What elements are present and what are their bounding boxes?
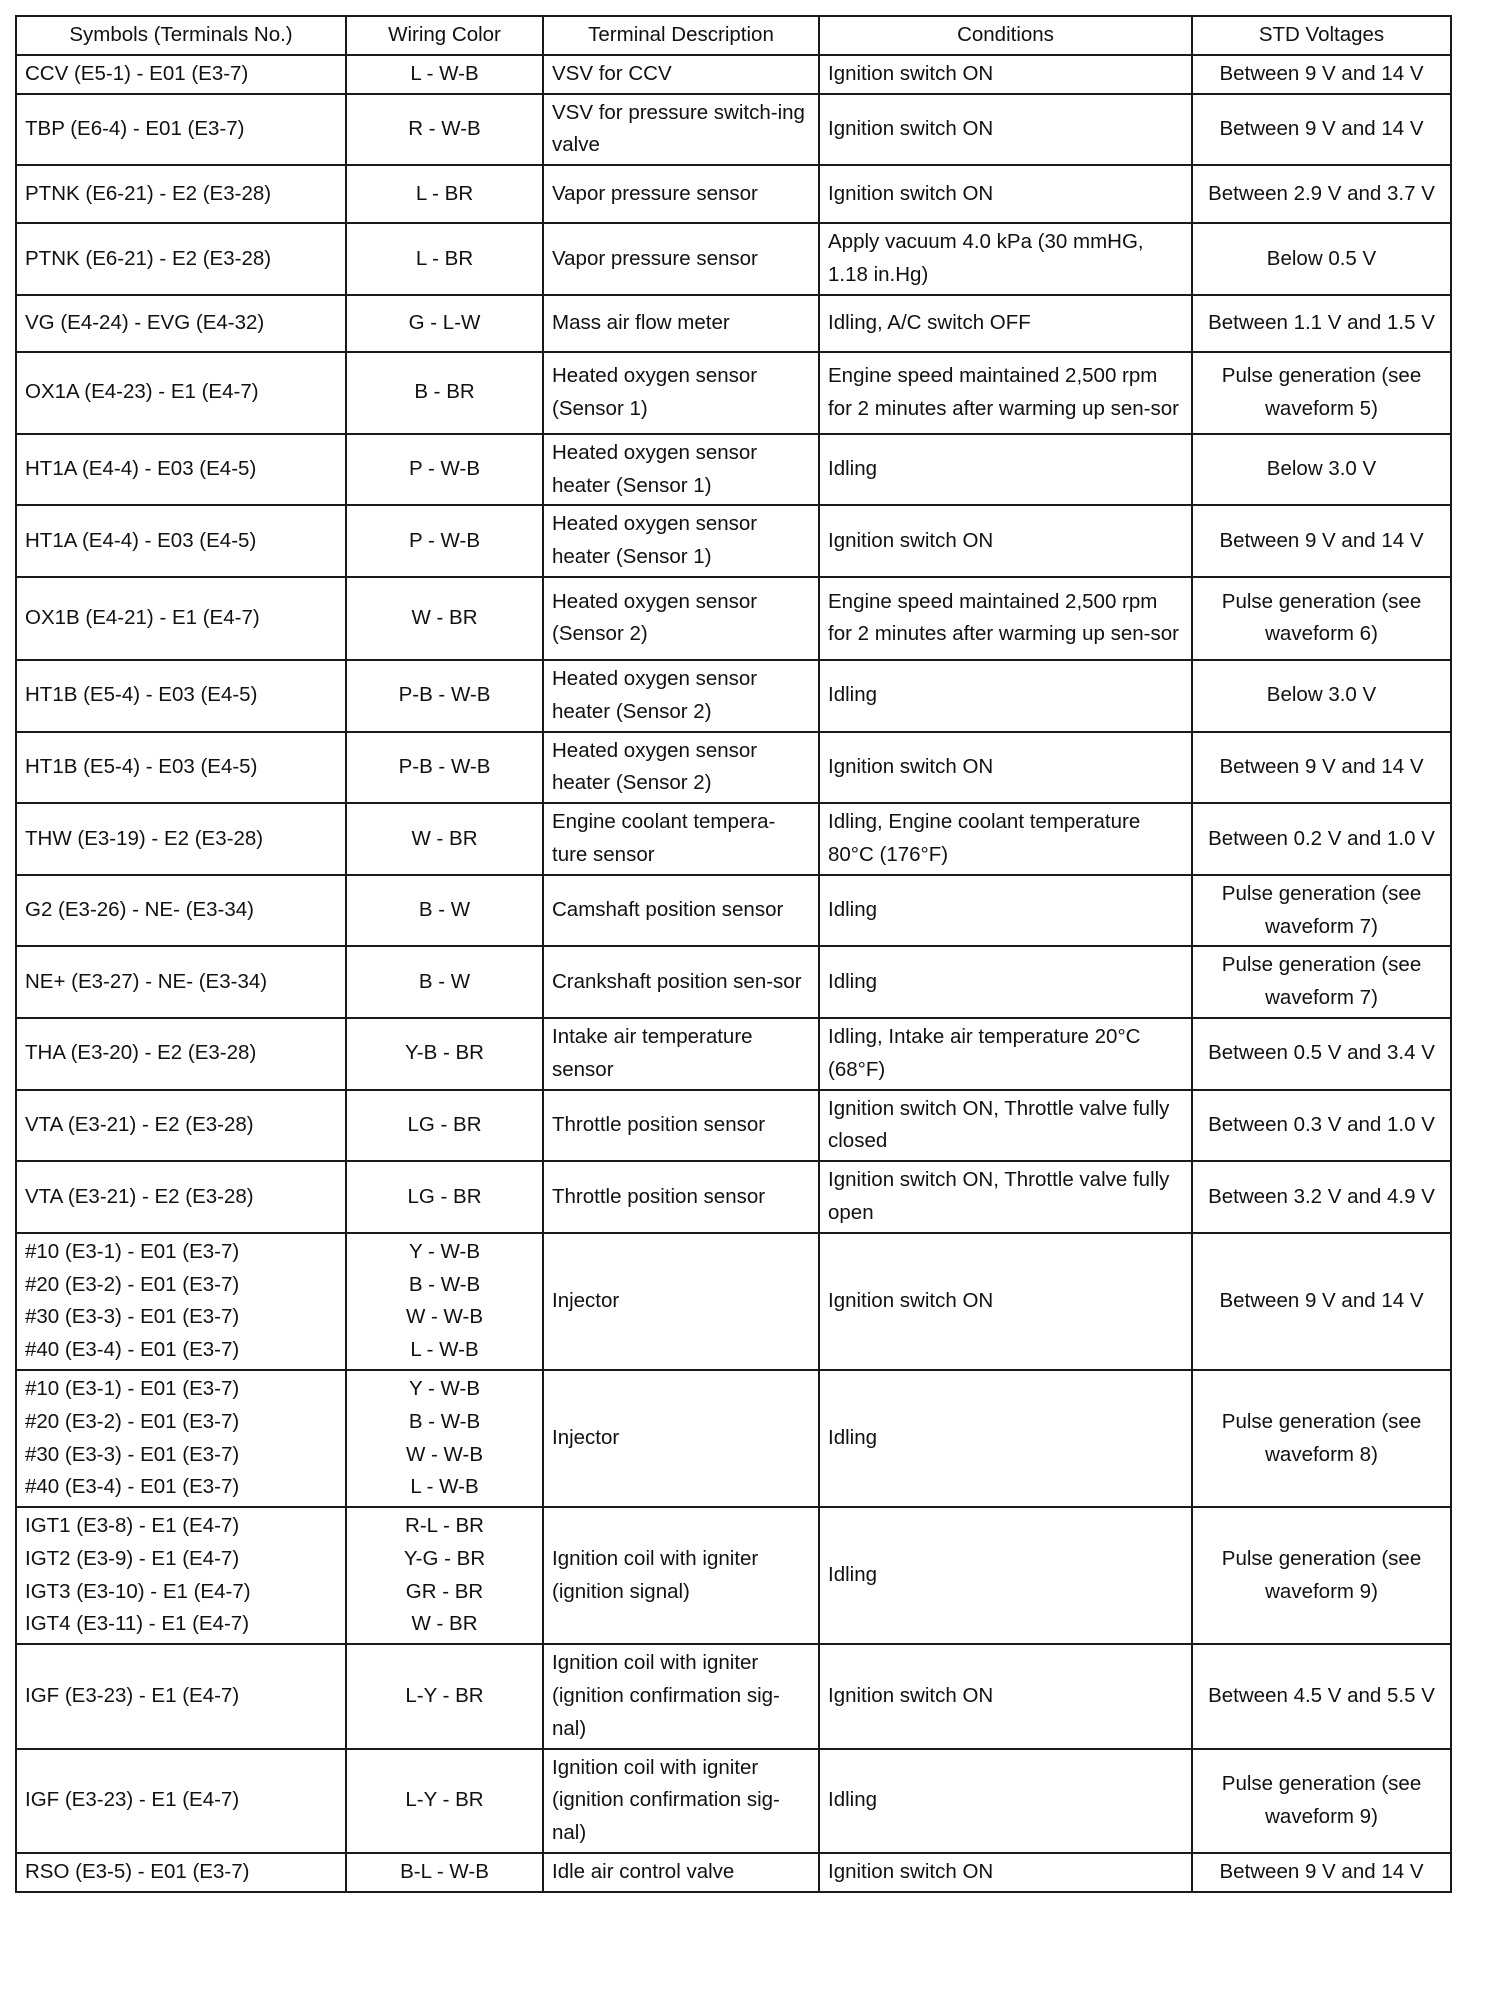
table-row xyxy=(16,803,1451,875)
cell-conditions: Ignition switch ON xyxy=(819,505,1192,577)
cell-symbols xyxy=(16,1749,346,1853)
symbol-text: #20 (E3-2) - E01 (E3-7) xyxy=(25,1409,240,1433)
cell-wiring-color xyxy=(346,295,543,352)
cell-symbols xyxy=(16,1233,346,1370)
cell-conditions: Idling xyxy=(819,875,1192,947)
symbol-text: OX1B (E4-21) - E1 (E4-7) xyxy=(25,606,260,630)
cell-std-voltage: Between 2.9 V and 3.7 V xyxy=(1192,165,1451,223)
wiring-text: W - BR xyxy=(411,606,478,630)
cell-wiring-color xyxy=(346,1507,543,1644)
cell-wiring-color xyxy=(346,223,543,295)
table-row xyxy=(16,660,1451,732)
table-row xyxy=(16,1853,1451,1892)
cell-symbols xyxy=(16,434,346,506)
wiring-text: B - W xyxy=(418,969,471,993)
header-symbols: Symbols (Terminals No.) xyxy=(16,16,346,55)
cell-std-voltage: Between 0.3 V and 1.0 V xyxy=(1192,1090,1451,1162)
wiring-text: B - W-B xyxy=(408,1409,481,1433)
symbol-text: NE+ (E3-27) - NE- (E3-34) xyxy=(25,969,268,993)
symbol-text: #20 (E3-2) - E01 (E3-7) xyxy=(25,1272,240,1296)
wiring-text: B - BR xyxy=(414,380,475,404)
cell-terminal-description: Vapor pressure sensor xyxy=(543,223,819,295)
cell-wiring-color xyxy=(346,803,543,875)
symbol-text: IGF (E3-23) - E1 (E4-7) xyxy=(25,1684,240,1708)
cell-wiring-color xyxy=(346,577,543,660)
cell-symbols xyxy=(16,946,346,1018)
symbol-text: IGF (E3-23) - E1 (E4-7) xyxy=(25,1788,240,1812)
cell-wiring-color xyxy=(346,1161,543,1233)
cell-terminal-description: Camshaft position sensor xyxy=(543,875,819,947)
cell-conditions: Ignition switch ON xyxy=(819,732,1192,804)
cell-symbols xyxy=(16,1018,346,1090)
cell-wiring-color xyxy=(346,1090,543,1162)
cell-conditions: Ignition switch ON xyxy=(819,55,1192,94)
cell-std-voltage: Between 9 V and 14 V xyxy=(1192,1853,1451,1892)
symbol-text: VTA (E3-21) - E2 (E3-28) xyxy=(25,1112,254,1136)
cell-terminal-description: Injector xyxy=(543,1233,819,1370)
table-row xyxy=(16,1090,1451,1162)
header-terminal-description: Terminal Description xyxy=(543,16,819,55)
symbol-text: IGT3 (E3-10) - E1 (E4-7) xyxy=(25,1579,251,1603)
cell-wiring-color xyxy=(346,875,543,947)
cell-wiring-color xyxy=(346,732,543,804)
cell-terminal-description: Intake air temperature sensor xyxy=(543,1018,819,1090)
cell-conditions: Idling xyxy=(819,1507,1192,1644)
table-row xyxy=(16,1749,1451,1853)
cell-std-voltage: Between 9 V and 14 V xyxy=(1192,1233,1451,1370)
cell-symbols xyxy=(16,223,346,295)
cell-wiring-color xyxy=(346,55,543,94)
symbol-text: PTNK (E6-21) - E2 (E3-28) xyxy=(25,181,272,205)
cell-terminal-description: Ignition coil with igniter (ignition signal) xyxy=(543,1507,819,1644)
wiring-text: P-B - W-B xyxy=(398,754,491,778)
cell-conditions: Ignition switch ON, Throttle valve fully open xyxy=(819,1161,1192,1233)
table-header-row xyxy=(16,16,1451,55)
cell-conditions: Idling, Intake air temperature 20°C (68°F) xyxy=(819,1018,1192,1090)
cell-wiring-color xyxy=(346,1644,543,1748)
cell-conditions: Idling, A/C switch OFF xyxy=(819,295,1192,352)
cell-wiring-color xyxy=(346,1018,543,1090)
cell-symbols xyxy=(16,1090,346,1162)
cell-symbols xyxy=(16,1161,346,1233)
table-row xyxy=(16,505,1451,577)
wiring-text: L-Y - BR xyxy=(405,1684,484,1708)
cell-symbols xyxy=(16,352,346,434)
cell-symbols xyxy=(16,165,346,223)
wiring-text: R - W-B xyxy=(408,116,481,140)
cell-std-voltage: Below 0.5 V xyxy=(1192,223,1451,295)
table-row xyxy=(16,732,1451,804)
wiring-text: Y-G - BR xyxy=(403,1546,486,1570)
cell-symbols xyxy=(16,732,346,804)
cell-std-voltage: Pulse generation (see waveform 7) xyxy=(1192,946,1451,1018)
cell-std-voltage: Between 4.5 V and 5.5 V xyxy=(1192,1644,1451,1748)
wiring-text: B - W-B xyxy=(408,1272,481,1296)
cell-std-voltage: Below 3.0 V xyxy=(1192,434,1451,506)
cell-wiring-color xyxy=(346,505,543,577)
wiring-text: W - BR xyxy=(411,826,478,850)
cell-terminal-description: VSV for pressure switch-ing valve xyxy=(543,94,819,166)
symbol-text: CCV (E5-1) - E01 (E3-7) xyxy=(25,61,249,85)
cell-conditions: Ignition switch ON xyxy=(819,1644,1192,1748)
cell-conditions: Idling xyxy=(819,1370,1192,1507)
cell-symbols xyxy=(16,660,346,732)
symbol-text: #10 (E3-1) - E01 (E3-7) xyxy=(25,1376,240,1400)
symbol-text: OX1A (E4-23) - E1 (E4-7) xyxy=(25,380,259,404)
cell-wiring-color xyxy=(346,165,543,223)
cell-std-voltage: Between 0.5 V and 3.4 V xyxy=(1192,1018,1451,1090)
symbol-text: HT1B (E5-4) - E03 (E4-5) xyxy=(25,754,258,778)
cell-std-voltage: Between 0.2 V and 1.0 V xyxy=(1192,803,1451,875)
table-row xyxy=(16,1507,1451,1644)
wiring-text: Y - W-B xyxy=(409,1376,480,1400)
cell-wiring-color xyxy=(346,434,543,506)
cell-std-voltage: Pulse generation (see waveform 9) xyxy=(1192,1507,1451,1644)
cell-std-voltage: Pulse generation (see waveform 7) xyxy=(1192,875,1451,947)
symbol-text: #40 (E3-4) - E01 (E3-7) xyxy=(25,1338,240,1362)
cell-conditions: Ignition switch ON, Throttle valve fully closed xyxy=(819,1090,1192,1162)
table-row xyxy=(16,295,1451,352)
wiring-text: P - W-B xyxy=(409,457,480,481)
cell-conditions: Apply vacuum 4.0 kPa (30 mmHG, 1.18 in.Hg) xyxy=(819,223,1192,295)
cell-terminal-description: Heated oxygen sensor heater (Sensor 2) xyxy=(543,660,819,732)
cell-conditions: Idling xyxy=(819,660,1192,732)
cell-conditions: Idling xyxy=(819,946,1192,1018)
ecm-terminal-table xyxy=(15,15,1452,1893)
table-row xyxy=(16,1233,1451,1370)
symbol-text: THW (E3-19) - E2 (E3-28) xyxy=(25,826,264,850)
wiring-text: Y-B - BR xyxy=(405,1041,484,1065)
wiring-text: P-B - W-B xyxy=(398,683,491,707)
wiring-text: R-L - BR xyxy=(405,1514,484,1538)
symbol-text: IGT2 (E3-9) - E1 (E4-7) xyxy=(25,1546,240,1570)
table-row xyxy=(16,946,1451,1018)
table-row xyxy=(16,1370,1451,1507)
cell-terminal-description: Crankshaft position sen-sor xyxy=(543,946,819,1018)
symbol-text: VG (E4-24) - EVG (E4-32) xyxy=(25,310,265,334)
symbol-text: THA (E3-20) - E2 (E3-28) xyxy=(25,1041,257,1065)
cell-std-voltage: Between 9 V and 14 V xyxy=(1192,55,1451,94)
cell-std-voltage: Between 9 V and 14 V xyxy=(1192,505,1451,577)
cell-wiring-color xyxy=(346,660,543,732)
symbol-text: TBP (E6-4) - E01 (E3-7) xyxy=(25,116,245,140)
symbol-text: IGT1 (E3-8) - E1 (E4-7) xyxy=(25,1514,240,1538)
cell-std-voltage: Pulse generation (see waveform 9) xyxy=(1192,1749,1451,1853)
cell-symbols xyxy=(16,1370,346,1507)
cell-conditions: Idling, Engine coolant temperature 80°C (176°F) xyxy=(819,803,1192,875)
cell-symbols xyxy=(16,577,346,660)
cell-conditions: Engine speed maintained 2,500 rpm for 2 minutes after warming up sen-sor xyxy=(819,577,1192,660)
cell-terminal-description: Ignition coil with igniter (ignition confirmation sig-nal) xyxy=(543,1749,819,1853)
cell-terminal-description: Throttle position sensor xyxy=(543,1161,819,1233)
cell-std-voltage: Between 9 V and 14 V xyxy=(1192,732,1451,804)
cell-std-voltage: Pulse generation (see waveform 8) xyxy=(1192,1370,1451,1507)
wiring-text: P - W-B xyxy=(409,528,480,552)
cell-wiring-color xyxy=(346,946,543,1018)
table-row xyxy=(16,577,1451,660)
wiring-text: W - BR xyxy=(411,1612,478,1636)
wiring-text: LG - BR xyxy=(407,1184,482,1208)
wiring-text: Y - W-B xyxy=(409,1239,480,1263)
table-row xyxy=(16,875,1451,947)
cell-symbols xyxy=(16,1507,346,1644)
symbol-text: #40 (E3-4) - E01 (E3-7) xyxy=(25,1475,240,1499)
cell-std-voltage: Between 9 V and 14 V xyxy=(1192,94,1451,166)
symbol-text: VTA (E3-21) - E2 (E3-28) xyxy=(25,1184,254,1208)
cell-conditions: Ignition switch ON xyxy=(819,165,1192,223)
cell-symbols xyxy=(16,1853,346,1892)
header-std-voltages: STD Voltages xyxy=(1192,16,1451,55)
symbol-text: PTNK (E6-21) - E2 (E3-28) xyxy=(25,246,272,270)
cell-terminal-description: Idle air control valve xyxy=(543,1853,819,1892)
cell-symbols xyxy=(16,94,346,166)
symbol-text: #30 (E3-3) - E01 (E3-7) xyxy=(25,1305,240,1329)
cell-terminal-description: Heated oxygen sensor heater (Sensor 1) xyxy=(543,434,819,506)
symbol-text: IGT4 (E3-11) - E1 (E4-7) xyxy=(25,1612,250,1636)
symbol-text: HT1B (E5-4) - E03 (E4-5) xyxy=(25,683,258,707)
wiring-text: LG - BR xyxy=(407,1112,482,1136)
wiring-text: L - W-B xyxy=(410,1475,479,1499)
cell-std-voltage: Pulse generation (see waveform 5) xyxy=(1192,352,1451,434)
cell-symbols xyxy=(16,505,346,577)
cell-std-voltage: Below 3.0 V xyxy=(1192,660,1451,732)
cell-std-voltage: Between 3.2 V and 4.9 V xyxy=(1192,1161,1451,1233)
cell-conditions: Idling xyxy=(819,434,1192,506)
wiring-text: G - L-W xyxy=(408,310,481,334)
wiring-text: L - W-B xyxy=(410,61,479,85)
symbol-text: HT1A (E4-4) - E03 (E4-5) xyxy=(25,457,257,481)
cell-terminal-description: Mass air flow meter xyxy=(543,295,819,352)
cell-terminal-description: Heated oxygen sensor (Sensor 1) xyxy=(543,352,819,434)
table-row xyxy=(16,55,1451,94)
cell-conditions: Ignition switch ON xyxy=(819,94,1192,166)
cell-terminal-description: Injector xyxy=(543,1370,819,1507)
cell-terminal-description: Ignition coil with igniter (ignition confirmation sig-nal) xyxy=(543,1644,819,1748)
cell-wiring-color xyxy=(346,1853,543,1892)
cell-terminal-description: Heated oxygen sensor (Sensor 2) xyxy=(543,577,819,660)
cell-terminal-description: Heated oxygen sensor heater (Sensor 2) xyxy=(543,732,819,804)
wiring-text: L - BR xyxy=(415,181,474,205)
cell-wiring-color xyxy=(346,1749,543,1853)
table-row xyxy=(16,165,1451,223)
cell-symbols xyxy=(16,1644,346,1748)
wiring-text: W - W-B xyxy=(405,1305,484,1329)
table-row xyxy=(16,1161,1451,1233)
header-conditions: Conditions xyxy=(819,16,1192,55)
cell-conditions: Idling xyxy=(819,1749,1192,1853)
symbol-text: G2 (E3-26) - NE- (E3-34) xyxy=(25,898,254,922)
symbol-text: #30 (E3-3) - E01 (E3-7) xyxy=(25,1442,240,1466)
symbol-text: HT1A (E4-4) - E03 (E4-5) xyxy=(25,528,257,552)
cell-terminal-description: Heated oxygen sensor heater (Sensor 1) xyxy=(543,505,819,577)
cell-conditions: Ignition switch ON xyxy=(819,1853,1192,1892)
cell-wiring-color xyxy=(346,1233,543,1370)
symbol-text: #10 (E3-1) - E01 (E3-7) xyxy=(25,1239,240,1263)
header-wiring-color: Wiring Color xyxy=(346,16,543,55)
table-row xyxy=(16,434,1451,506)
cell-symbols xyxy=(16,295,346,352)
cell-wiring-color xyxy=(346,352,543,434)
cell-terminal-description: Engine coolant tempera-ture sensor xyxy=(543,803,819,875)
table-row xyxy=(16,94,1451,166)
wiring-text: B - W xyxy=(418,898,471,922)
cell-wiring-color xyxy=(346,1370,543,1507)
wiring-text: B-L - W-B xyxy=(400,1860,489,1884)
table-body xyxy=(16,55,1451,1892)
table-row xyxy=(16,1018,1451,1090)
wiring-text: L - BR xyxy=(415,246,474,270)
cell-symbols xyxy=(16,875,346,947)
table-row xyxy=(16,1644,1451,1748)
cell-std-voltage: Between 1.1 V and 1.5 V xyxy=(1192,295,1451,352)
cell-conditions: Engine speed maintained 2,500 rpm for 2 minutes after warming up sen-sor xyxy=(819,352,1192,434)
cell-symbols xyxy=(16,55,346,94)
terminal-voltage-sheet xyxy=(15,15,1450,1893)
cell-conditions: Ignition switch ON xyxy=(819,1233,1192,1370)
wiring-text: GR - BR xyxy=(405,1579,484,1603)
symbol-text: RSO (E3-5) - E01 (E3-7) xyxy=(25,1860,250,1884)
cell-terminal-description: Vapor pressure sensor xyxy=(543,165,819,223)
cell-terminal-description: VSV for CCV xyxy=(543,55,819,94)
wiring-text: L - W-B xyxy=(410,1338,479,1362)
table-row xyxy=(16,352,1451,434)
cell-wiring-color xyxy=(346,94,543,166)
wiring-text: L-Y - BR xyxy=(405,1788,484,1812)
cell-std-voltage: Pulse generation (see waveform 6) xyxy=(1192,577,1451,660)
cell-symbols xyxy=(16,803,346,875)
wiring-text: W - W-B xyxy=(405,1442,484,1466)
table-row xyxy=(16,223,1451,295)
cell-terminal-description: Throttle position sensor xyxy=(543,1090,819,1162)
